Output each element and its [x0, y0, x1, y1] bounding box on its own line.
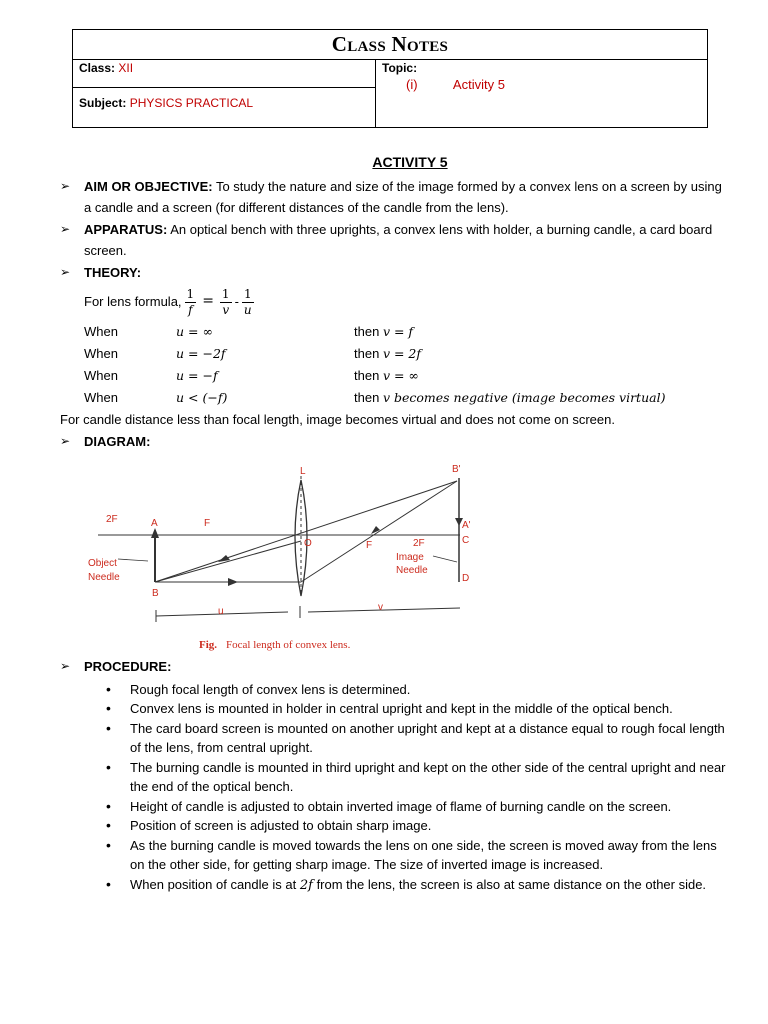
subject-label: Subject: — [79, 96, 127, 110]
label-u: u — [218, 606, 224, 617]
condition-result — [354, 343, 421, 365]
image-pointer — [433, 556, 457, 562]
theory-label: THEORY: — [84, 264, 142, 280]
diagram-section — [60, 431, 730, 453]
topic-number: (i) — [406, 77, 418, 92]
theory-section — [60, 262, 730, 284]
procedure-label: PROCEDURE: — [84, 659, 172, 674]
frac-1-v — [220, 287, 232, 318]
label-L: L — [300, 466, 306, 477]
aim-text: To study the nature and size of the image formed by a convex lens on a screen by using a candle and a screen (for different distances of the candle from the lens). — [84, 178, 722, 215]
frac-num: 1 — [186, 286, 195, 301]
condition-result — [354, 321, 413, 343]
label-B: B — [152, 588, 159, 599]
frac-1-f — [185, 287, 197, 318]
subject-row — [73, 88, 375, 118]
label-image-needle: Needle — [396, 565, 428, 576]
label-D: D — [462, 573, 470, 584]
apparatus-text: An optical bench with three uprights, a convex lens with holder, a burning candle, a card board screen. — [84, 221, 713, 258]
apparatus-section — [60, 219, 730, 262]
aim-section — [60, 176, 730, 219]
procedure-step: • As the burning candle is moved towards the lens on one side, the screen is moved away from the lens on the other side, for getting sharp image. The size of inverted image is increased. — [130, 836, 730, 875]
ray-arrow-3 — [228, 578, 238, 586]
condition-when: When — [84, 346, 118, 362]
subject-value: PHYSICS PRACTICAL — [129, 96, 254, 110]
condition-then: then — [354, 368, 380, 384]
label-object: Object — [88, 558, 117, 569]
step-math: 2f — [299, 877, 313, 893]
procedure-step: • Rough focal length of convex lens is determined. — [130, 680, 730, 700]
minus-sign: - — [234, 294, 239, 310]
procedure-step — [130, 875, 730, 896]
procedure-list — [60, 680, 730, 896]
header-table — [72, 29, 708, 128]
condition-result-value: v = ∞ — [382, 368, 419, 384]
ray-to-lens — [155, 541, 301, 582]
frac-den: u — [243, 302, 252, 317]
label-needle: Needle — [88, 572, 120, 583]
frac-den: v — [222, 302, 230, 317]
formula-intro: For lens formula, — [84, 294, 182, 310]
condition-value: u = −f — [176, 368, 218, 384]
condition-result — [354, 365, 419, 387]
label-v: v — [378, 602, 383, 613]
condition-then: then — [354, 390, 380, 406]
condition-row — [60, 321, 730, 343]
topic-cell — [376, 59, 707, 127]
theory-note: For candle distance less than focal length, image becomes virtual and does not come on screen. — [60, 412, 615, 427]
condition-row — [60, 343, 730, 365]
apparatus-label: APPARATUS: — [84, 221, 168, 237]
frac-1-u — [242, 287, 254, 318]
step-text-a: When position of candle is at — [130, 876, 297, 892]
class-row — [73, 59, 375, 88]
condition-row — [60, 387, 730, 409]
procedure-step: • The burning candle is mounted in third upright and kept on the other side of the central upright and near the end of the optical bench. — [130, 758, 730, 797]
procedure-step: • Position of screen is adjusted to obtain sharp image. — [130, 816, 730, 836]
label-B-prime: B' — [452, 464, 461, 475]
label-O: O — [304, 538, 312, 549]
header-left-cell — [73, 59, 376, 127]
caption-fig: Fig. — [199, 639, 218, 651]
topic-value: Activity 5 — [452, 77, 505, 92]
condition-then: then — [354, 324, 380, 340]
condition-result-value: v = 2f — [382, 346, 421, 362]
caption-text: Focal length of convex lens. — [226, 639, 351, 651]
object-pointer — [118, 559, 148, 561]
frac-num: 1 — [243, 286, 252, 301]
diagram-label: DIAGRAM: — [84, 433, 151, 449]
lens-diagram-svg — [88, 456, 488, 656]
lens-formula — [60, 283, 730, 321]
label-A: A — [151, 518, 158, 529]
label-F-right: F — [366, 540, 373, 551]
label-C: C — [462, 535, 470, 546]
class-label: Class: — [79, 61, 116, 75]
label-2F-right: 2F — [413, 538, 425, 549]
class-value: XII — [118, 61, 134, 75]
frac-num: 1 — [221, 286, 230, 301]
condition-row — [60, 365, 730, 387]
page-title: Class Notes — [73, 30, 707, 60]
ray-refracted — [301, 481, 457, 582]
procedure-section — [60, 656, 730, 678]
condition-when: When — [84, 324, 118, 340]
ray-arrow-2 — [371, 526, 380, 534]
condition-result-value: v becomes negative (image becomes virtual) — [382, 390, 666, 406]
label-2F-left: 2F — [106, 514, 118, 525]
step-text-b: from the lens, the screen is also at same distance on the other side. — [316, 876, 707, 892]
condition-then: then — [354, 346, 380, 362]
condition-when: When — [84, 390, 118, 406]
condition-result-value: v = f — [382, 324, 414, 340]
topic-label: Topic: — [382, 61, 418, 75]
condition-when: When — [84, 368, 118, 384]
condition-value: u < (−f) — [176, 390, 228, 406]
object-arrowhead — [151, 528, 159, 538]
label-A-prime: A' — [462, 520, 471, 531]
condition-result — [354, 387, 665, 409]
theory-conditions — [60, 321, 730, 409]
activity-title: ACTIVITY 5 — [372, 154, 448, 170]
label-image: Image — [396, 552, 424, 563]
lens-diagram — [88, 456, 488, 656]
aim-label: AIM OR OBJECTIVE: — [84, 178, 213, 194]
condition-value: u = −2f — [176, 346, 226, 362]
label-F-left: F — [204, 518, 211, 529]
procedure-step: • The card board screen is mounted on another upright and kept at a distance equal to rough focal length of the lens, from central upright. — [130, 719, 730, 758]
frac-den: f — [188, 302, 193, 317]
condition-value: u = ∞ — [176, 324, 213, 340]
v-measure-line — [308, 608, 460, 612]
equals-sign: = — [202, 293, 214, 310]
procedure-step: • Convex lens is mounted in holder in central upright and kept in the middle of the optical bench. — [130, 699, 730, 719]
document-body — [60, 152, 730, 895]
topic-line — [382, 77, 701, 92]
procedure-step: • Height of candle is adjusted to obtain inverted image of flame of burning candle on the screen. — [130, 797, 730, 817]
